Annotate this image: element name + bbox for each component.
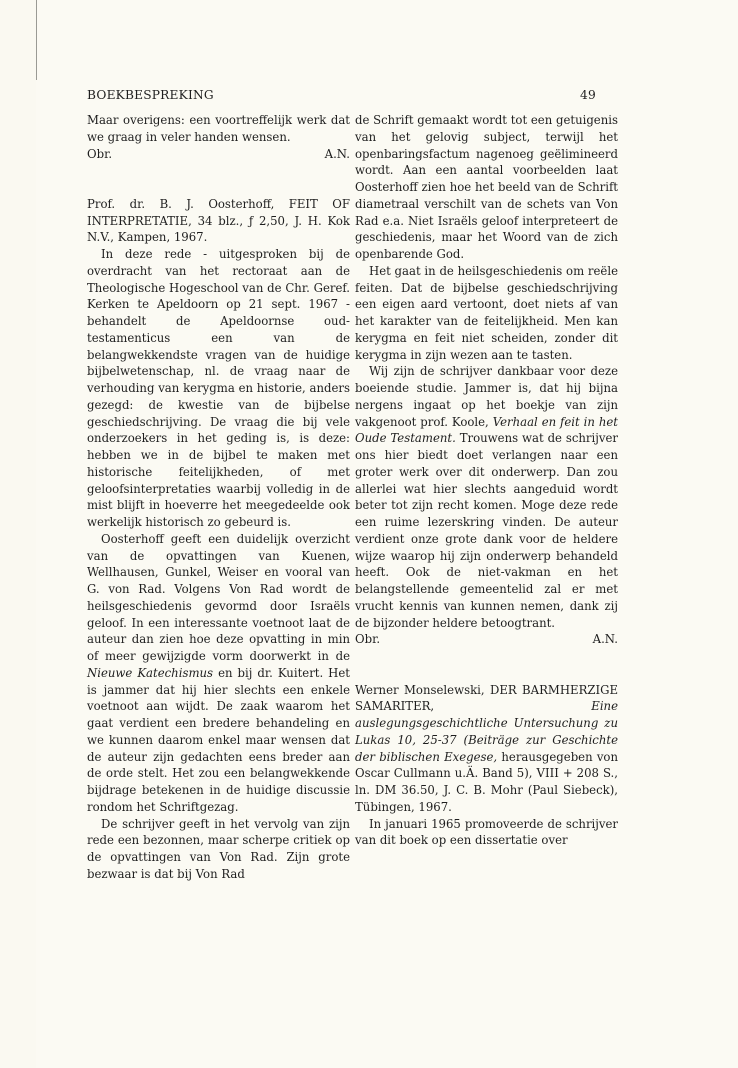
book-subtitle-italic: Eine auslegungsgeschichtliche Untersuchung zu Lukas 10, 25-37 (Beiträge zur Geschichte der biblischen Exegese, bbox=[355, 699, 618, 764]
book-entry-monselewski bbox=[355, 682, 618, 816]
paragraph: In deze rede - uitgesproken bij de overdracht van het rectoraat aan de Theologische Hogeschool van de Chr. Geref. Kerken te Apeldoorn op 21 sept. 1967 - behandelt de Apeldoornse oud-testamenticus een van de belangwekkendste vragen van de huidige bijbelwetenschap, nl. de vraag naar de verhouding van kerygma en historie, anders gezegd: de kwestie van de bijbelse geschiedschrijving. De vraag die bij vele onderzoekers in het geding is, is deze: hebben we in de bijbel te maken met historische feitelijkheden, of met geloofsinterpretaties waarbij volledig in de mist blijft in hoeverre het meegedeelde ook werkelijk historisch zo gebeurd is. bbox=[87, 247, 350, 529]
paragraph-title-italic: Nieuwe Katechismus bbox=[87, 665, 214, 680]
section-gap bbox=[87, 162, 350, 196]
right-column bbox=[355, 112, 618, 849]
paragraph: Het gaat in de heilsgeschiedenis om reële feiten. Dat de bijbelse geschiedschrijving een eigen aard vertoont, doet niets af van het karakter van de feitelijkheid. Men kan kerygma en feit niet scheiden, zonder dit kerygma in zijn wezen aan te tasten. bbox=[355, 263, 618, 362]
signature-initials: A.N. bbox=[324, 146, 350, 161]
signature-initials: A.N. bbox=[592, 632, 618, 647]
paragraph-title-italic: Verhaal en feit in het Oude Testament. bbox=[355, 414, 618, 446]
signature-place: Obr. bbox=[355, 632, 381, 647]
book-author-title: Werner Monselewski, DER BARMHERZIGE SAMARITER, bbox=[355, 682, 618, 714]
paragraph-text: Oosterhoff geeft een duidelijk overzicht van de opvattingen van Kuenen, Wellhausen, Gunkel, Weiser en vooral van G. von Rad. Volgens Von Rad wordt de heilsgeschiedenis gevormd door Israëls geloof. In een interessante voetnoot laat de auteur dan zien hoe deze opvatting in min of meer gewijzigde vorm doorwerkt in de bbox=[87, 531, 350, 663]
previous-review-signature bbox=[87, 146, 350, 163]
paragraph-text: Wij zijn de schrijver dankbaar voor deze boeiende studie. Jammer is, dat hij bijna nergens ingaat op het boekje van zijn vakgenoot prof. Koole, bbox=[355, 364, 618, 429]
paragraph: De schrijver geeft in het vervolg van zijn rede een bezonnen, maar scherpe critiek op de opvattingen van Von Rad. Zijn grote bezwaar is dat bij Von Rad bbox=[87, 816, 350, 881]
paragraph-continuation: de Schrift gemaakt wordt tot een getuigenis van het gelovig subject, terwijl het openbaringsfactum nagenoeg geëlimineerd wordt. Aan een aantal voorbeelden laat Oosterhoff zien hoe het beeld van de Schrift diametraal verschilt van de schets van Von Rad e.a. Niet Israëls geloof interpreteert de geschiedenis, maar het Woord van de zich openbarende God. bbox=[355, 113, 618, 261]
left-column bbox=[87, 112, 350, 883]
book-details: herausgegeben von Oscar Cullmann u.Ä. Band 5), VIII + 208 S., ln. DM 36.50, J. C. B. Mohr (Paul Siebeck), Tübingen, 1967. bbox=[355, 749, 618, 814]
paragraph bbox=[87, 531, 350, 816]
previous-review-ending: Maar overigens: een voortreffelijk werk dat we graag in veler handen wensen. bbox=[87, 113, 350, 144]
page-number: 49 bbox=[580, 88, 596, 102]
paragraph bbox=[355, 363, 618, 631]
review-signature bbox=[355, 631, 618, 648]
paragraph-text: en bij dr. Kuitert. Het is jammer dat hij hier slechts een enkele voetnoot aan wijdt. De zaak waarom het gaat verdient een bredere behandeling en we kunnen daarom enkel maar wensen dat de auteur zijn gedachten eens breder aan de orde stelt. Het zou een belangwekkende bijdrage betekenen in de huidige discussie rondom het Schriftgezag. bbox=[87, 665, 350, 814]
book-entry-oosterhoff: Prof. dr. B. J. Oosterhoff, FEIT OF INTERPRETATIE, 34 blz., ƒ 2,50, J. H. Kok N.V., Kampen, 1967. bbox=[87, 196, 350, 245]
page-binding-margin bbox=[0, 0, 36, 1068]
running-title: BOEKBESPREKING bbox=[87, 88, 214, 102]
signature-place: Obr. bbox=[87, 146, 113, 161]
paragraph: In januari 1965 promoveerde de schrijver van dit boek op een dissertatie over bbox=[355, 816, 618, 848]
section-gap bbox=[355, 648, 618, 682]
paragraph-text: Trouwens wat de schrijver ons hier biedt doet verlangen naar een groter werk over dit onderwerp. Dan zou allerlei wat hier slechts aangeduid wordt beter tot zijn recht komen. Moge deze rede een ruime lezerskring vinden. De auteur verdient onze grote dank voor de heldere wijze waarop hij zijn onderwerp behandeld heeft. Ook de niet-vakman en het belangstellende gemeentelid zal er met vrucht kennis van kunnen nemen, dank zij de bijzonder heldere betoogtrant. bbox=[355, 431, 618, 630]
binding-edge-line bbox=[36, 0, 37, 80]
